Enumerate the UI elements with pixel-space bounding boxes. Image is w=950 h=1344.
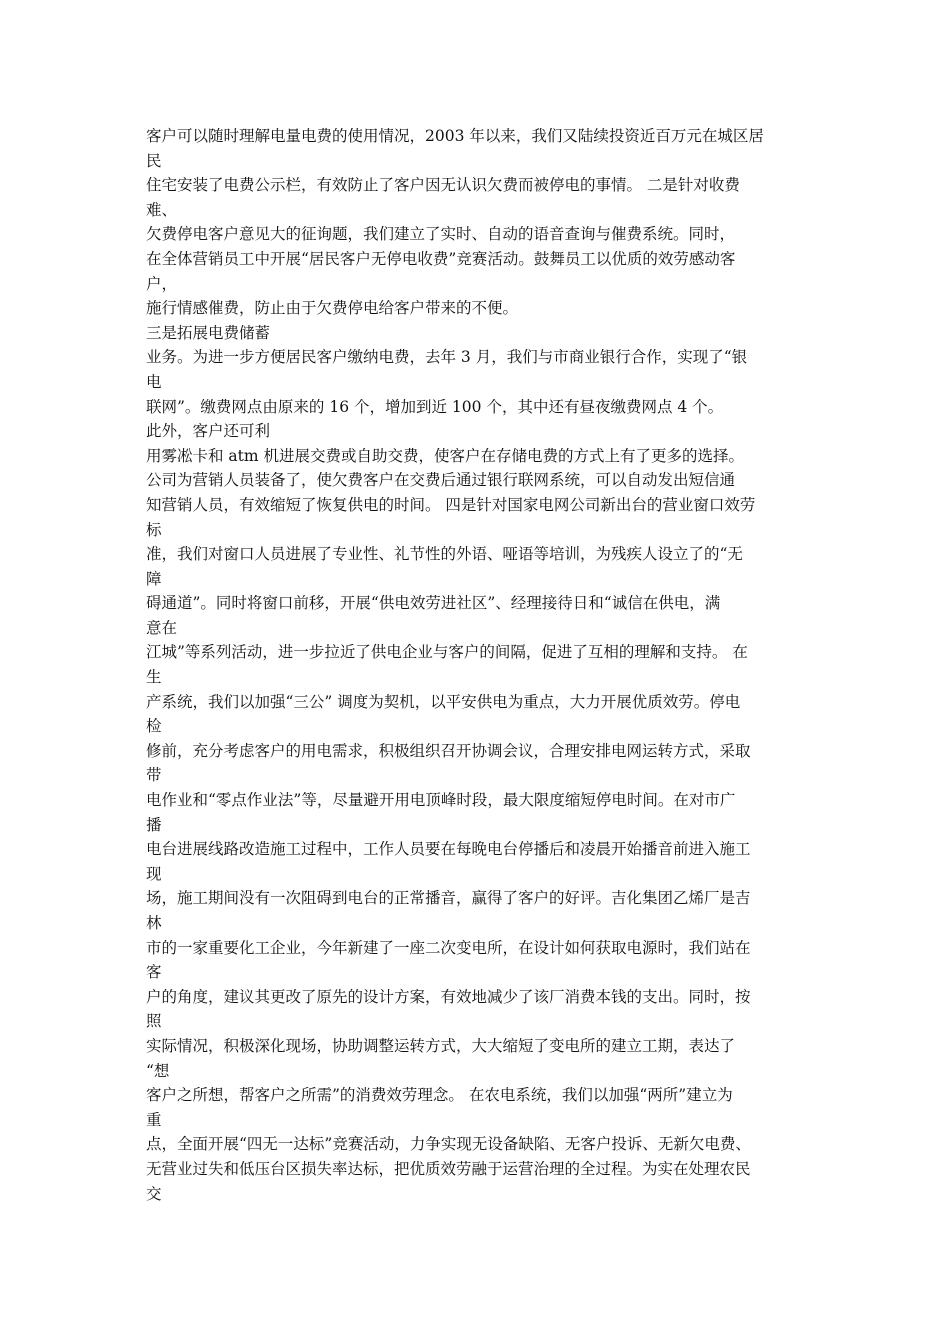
text-line: 业务。为进一步方便居民客户缴纳电费，去年 3 月，我们与市商业银行合作，实现了“银 <box>146 348 748 367</box>
text-line: 电台进展线路改造施工过程中，工作人员要在每晚电台停播后和凌晨开始播音前进入施工 <box>146 840 751 859</box>
text-line: 生 <box>146 668 162 687</box>
text-line: 电 <box>146 372 162 391</box>
document-body-text <box>146 124 810 1206</box>
text-line: 江城”等系列活动，进一步拉近了供电企业与客户的间隔，促进了互相的理解和支持。 在 <box>146 643 748 662</box>
text-line: 林 <box>146 914 162 932</box>
text-line: 障 <box>146 569 162 588</box>
text-line: 联网”。缴费网点由原来的 16 个，增加到近 100 个，其中还有昼夜缴费网点 4 个。 <box>146 397 724 416</box>
text-line: 知营销人员，有效缩短了恢复供电的时间。 四是针对国家电网公司新出台的营业窗口效劳 <box>146 495 756 514</box>
text-line: 现 <box>146 864 162 883</box>
text-line: 带 <box>146 766 162 785</box>
text-line: 修前，充分考虑客户的用电需求，积极组织召开协调会议，合理安排电网运转方式，采取 <box>146 741 751 760</box>
text-line: 客户之所想，帮客户之所需”的消费效劳理念。 在农电系统，我们以加强“两所”建立为 <box>146 1086 733 1105</box>
text-line: 检 <box>146 717 162 736</box>
text-line: 民 <box>146 151 162 170</box>
text-line: 户， <box>146 274 178 293</box>
text-line: 碍通道”。同时将窗口前移，开展“供电效劳进社区”、经理接待日和“诚信在供电，满 <box>146 594 721 613</box>
text-line: 此外，客户还可利 <box>146 422 271 441</box>
text-line: 用雾凇卡和 atm 机进展交费或自助交费，使客户在存储电费的方式上有了更多的选择。 <box>146 446 745 465</box>
text-line: 难、 <box>146 200 178 219</box>
text-line: 实际情况，积极深化现场，协助调整运转方式，大大缩短了变电所的建立工期，表达了 <box>146 1036 736 1055</box>
text-line: 点，全面开展“四无一达标”竞赛活动，力争实现无设备缺陷、无客户投诉、无新欠电费、 <box>146 1135 751 1154</box>
text-line: 户的角度，建议其更改了原先的设计方案，有效地减少了该厂消费本钱的支出。同时，按 <box>146 987 751 1006</box>
text-line: 三是拓展电费储蓄 <box>146 323 271 342</box>
text-line: 场，施工期间没有一次阻碍到电台的正常播音，赢得了客户的好评。吉化集团乙烯厂是吉 <box>146 889 751 908</box>
text-line: 欠费停电客户意见大的征询题，我们建立了实时、自动的语音查询与催费系统。同时， <box>146 225 736 244</box>
text-line: 照 <box>146 1012 162 1031</box>
text-line: “想 <box>146 1061 170 1080</box>
text-line: 重 <box>146 1110 162 1129</box>
text-line: 交 <box>146 1184 162 1203</box>
text-line: 意在 <box>146 618 178 637</box>
text-line: 公司为营销人员装备了，使欠费客户在交费后通过银行联网系统，可以自动发出短信通 <box>146 471 736 490</box>
text-line: 无营业过失和低压台区损失率达标，把优质效劳融于运营治理的全过程。为实在处理农民 <box>146 1159 751 1178</box>
text-line: 准，我们对窗口人员进展了专业性、礼节性的外语、哑语等培训，为残疾人设立了的“无 <box>146 545 743 564</box>
text-line: 产系统，我们以加强“三公” 调度为契机，以平安供电为重点，大力开展优质效劳。停电 <box>146 692 741 711</box>
text-line: 施行情感催费，防止由于欠费停电给客户带来的不便。 <box>146 299 519 318</box>
text-line: 市的一家重要化工企业，今年新建了一座二次变电所，在设计如何获取电源时，我们站在 <box>146 938 751 957</box>
text-line: 住宅安装了电费公示栏，有效防止了客户因无认识欠费而被停电的事情。 二是针对收费 <box>146 176 740 195</box>
text-line: 客户可以随时理解电量电费的使用情况，2003 年以来，我们又陆续投资近百万元在城区居 <box>146 127 764 145</box>
text-line: 标 <box>146 520 162 539</box>
text-line: 电作业和“零点作业法”等，尽量避开用电顶峰时段，最大限度缩短停电时间。在对市广 <box>146 791 736 810</box>
text-line: 播 <box>146 815 162 834</box>
text-line: 客 <box>146 963 162 982</box>
text-line: 在全体营销员工中开展“居民客户无停电收费”竞赛活动。鼓舞员工以优质的效劳感动客 <box>146 249 736 268</box>
